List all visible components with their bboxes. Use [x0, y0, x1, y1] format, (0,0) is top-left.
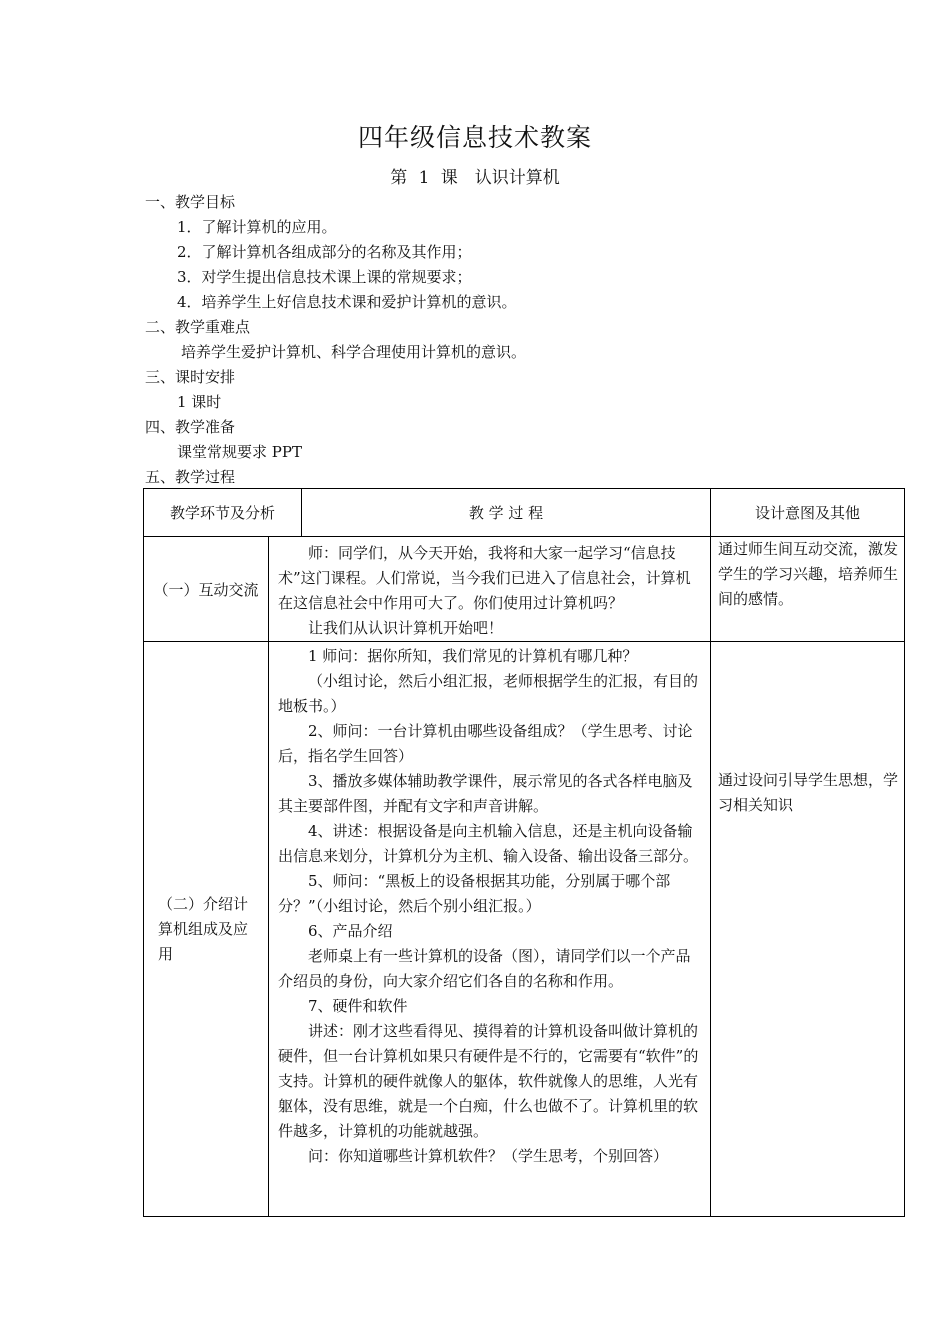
section-heading: 三、课时安排	[145, 368, 236, 386]
process-paragraph: 师：同学们，从今天开始，我将和大家一起学习“信息技术”这门课程。人们常说，当今我们已进入了信息社会，计算机在这信息社会中作用可大了。你们使用过计算机吗？	[278, 544, 691, 612]
process-paragraph: 6、产品介绍	[308, 922, 393, 940]
header-process: 教 学 过 程	[302, 489, 711, 537]
intent-cell: 通过师生间互动交流，激发学生的学习兴趣，培养师生间的感情。	[711, 537, 905, 642]
section-heading: 二、教学重难点	[145, 318, 251, 336]
process-paragraph: 4、讲述：根据设备是向主机输入信息，还是主机向设备输出信息来划分，计算机分为主机、输入设备、输出设备三部分。	[278, 822, 699, 865]
outline-item: 1．了解计算机的应用。	[177, 218, 337, 236]
header-stage: 教学环节及分析	[144, 489, 302, 537]
process-paragraph: 讲述：刚才这些看得见、摸得着的计算机设备叫做计算机的硬件，但一台计算机如果只有硬件是不行的，它需要有“软件”的支持。计算机的硬件就像人的躯体，软件就像人的思维，人光有躯体，没有思维，就是一个白痴，什么也做不了。计算机里的软件越多，计算机的功能就越强。	[278, 1022, 699, 1140]
teaching-process-table	[143, 488, 905, 1217]
table-row	[144, 537, 905, 642]
outline-item: 3．对学生提出信息技术课上课的常规要求；	[177, 268, 472, 286]
outline-item: 培养学生爱护计算机、科学合理使用计算机的意识。	[181, 343, 527, 361]
outline-item: 2．了解计算机各组成部分的名称及其作用；	[177, 243, 472, 261]
process-cell	[269, 642, 711, 1217]
section-heading: 四、教学准备	[145, 418, 236, 436]
process-paragraph: 5、师问：“黑板上的设备根据其功能，分别属于哪个部分？”（小组讨论，然后个别小组汇报。）	[278, 872, 671, 915]
process-paragraph: （小组讨论，然后小组汇报，老师根据学生的汇报，有目的地板书。）	[278, 672, 699, 715]
process-paragraph: 3、播放多媒体辅助教学课件，展示常见的各式各样电脑及其主要部件图，并配有文字和声音讲解。	[278, 772, 693, 815]
lesson-subtitle: 第 1 课 认识计算机	[390, 168, 560, 188]
stage-label-cell	[144, 537, 269, 642]
section-heading: 五、教学过程	[145, 468, 236, 486]
process-cell	[269, 537, 711, 642]
section-heading: 一、教学目标	[145, 193, 236, 211]
intent-cell: 通过设问引导学生思想，学习相关知识	[711, 642, 905, 1217]
process-paragraph: 问：你知道哪些计算机软件？（学生思考，个别回答）	[308, 1147, 669, 1165]
lesson-outline	[145, 190, 905, 490]
stage-label: （一）互动交流	[153, 580, 259, 599]
process-paragraph: 7、硬件和软件	[308, 997, 408, 1015]
outline-item: 课堂常规要求 PPT	[177, 443, 302, 461]
process-paragraph: 1 师问：据你所知，我们常见的计算机有哪几种？	[308, 647, 638, 665]
header-intent: 设计意图及其他	[711, 489, 905, 537]
table-row	[144, 642, 905, 1217]
process-paragraph: 让我们从认识计算机开始吧！	[308, 619, 504, 637]
document-title: 四年级信息技术教案	[357, 123, 592, 152]
outline-item: 1 课时	[177, 393, 222, 411]
stage-label-cell	[144, 642, 269, 1217]
stage-label: （二）介绍计算机组成及应用	[158, 894, 249, 963]
table-header-row	[144, 489, 905, 537]
process-paragraph: 2、师问：一台计算机由哪些设备组成？（学生思考、讨论后，指名学生回答）	[278, 722, 693, 765]
outline-item: 4．培养学生上好信息技术课和爱护计算机的意识。	[177, 293, 517, 311]
process-paragraph: 老师桌上有一些计算机的设备（图），请同学们以一个产品介绍员的身份，向大家介绍它们各自的名称和作用。	[278, 947, 691, 990]
